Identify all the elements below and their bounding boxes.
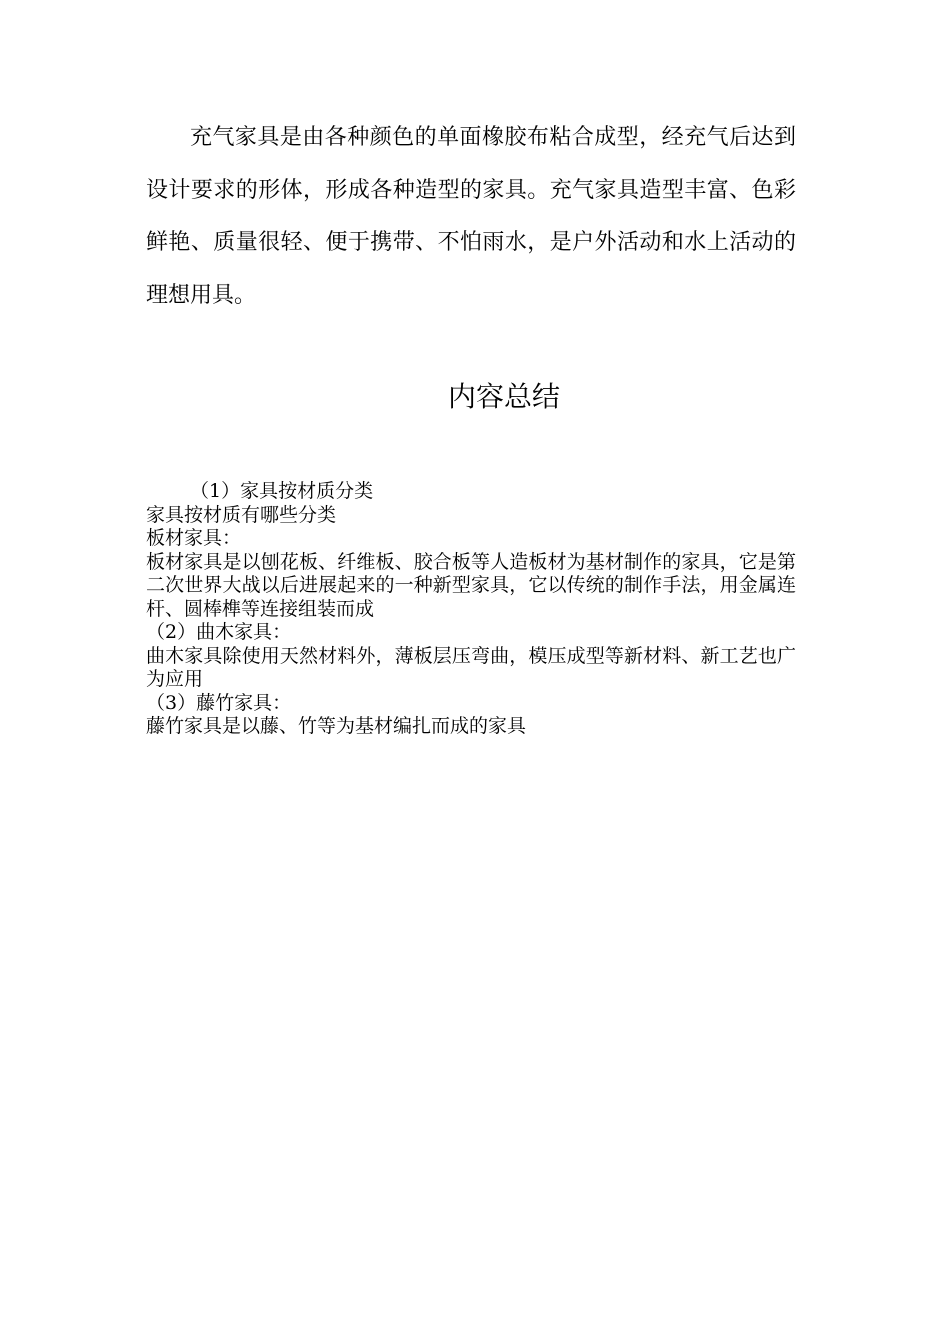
summary-title: 内容总结 — [447, 380, 560, 413]
summary-heading-1: （1）家具按材质分类 — [190, 480, 374, 502]
summary-line-8: 藤竹家具是以藤、竹等为基材编扎而成的家具 — [146, 715, 527, 737]
summary-section — [146, 480, 796, 739]
intro-paragraph: 充气家具是由各种颜色的单面橡胶布粘合成型，经充气后达到设计要求的形体，形成各种造型的家具。充气家具造型丰富、色彩鲜艳、质量很轻、便于携带、不怕雨水，是户外活动和水上活动的理想用具。 — [146, 125, 796, 308]
summary-line-6: 曲木家具除使用天然材料外，薄板层压弯曲，模压成型等新材料、新工艺也广为应用 — [146, 644, 796, 690]
summary-line-2: 家具按材质有哪些分类 — [146, 503, 337, 526]
summary-line-3: 板材家具： — [146, 527, 242, 549]
summary-line-4: 板材家具是以刨花板、纤维板、胶合板等人造板材为基材制作的家具，它是第二次世界大战以后进展起来的一种新型家具，它以传统的制作手法，用金属连杆、圆棒榫等连接组装而成 — [146, 550, 796, 620]
summary-heading-3: （3）藤竹家具： — [146, 691, 292, 714]
summary-heading-2: （2）曲木家具： — [146, 621, 292, 643]
